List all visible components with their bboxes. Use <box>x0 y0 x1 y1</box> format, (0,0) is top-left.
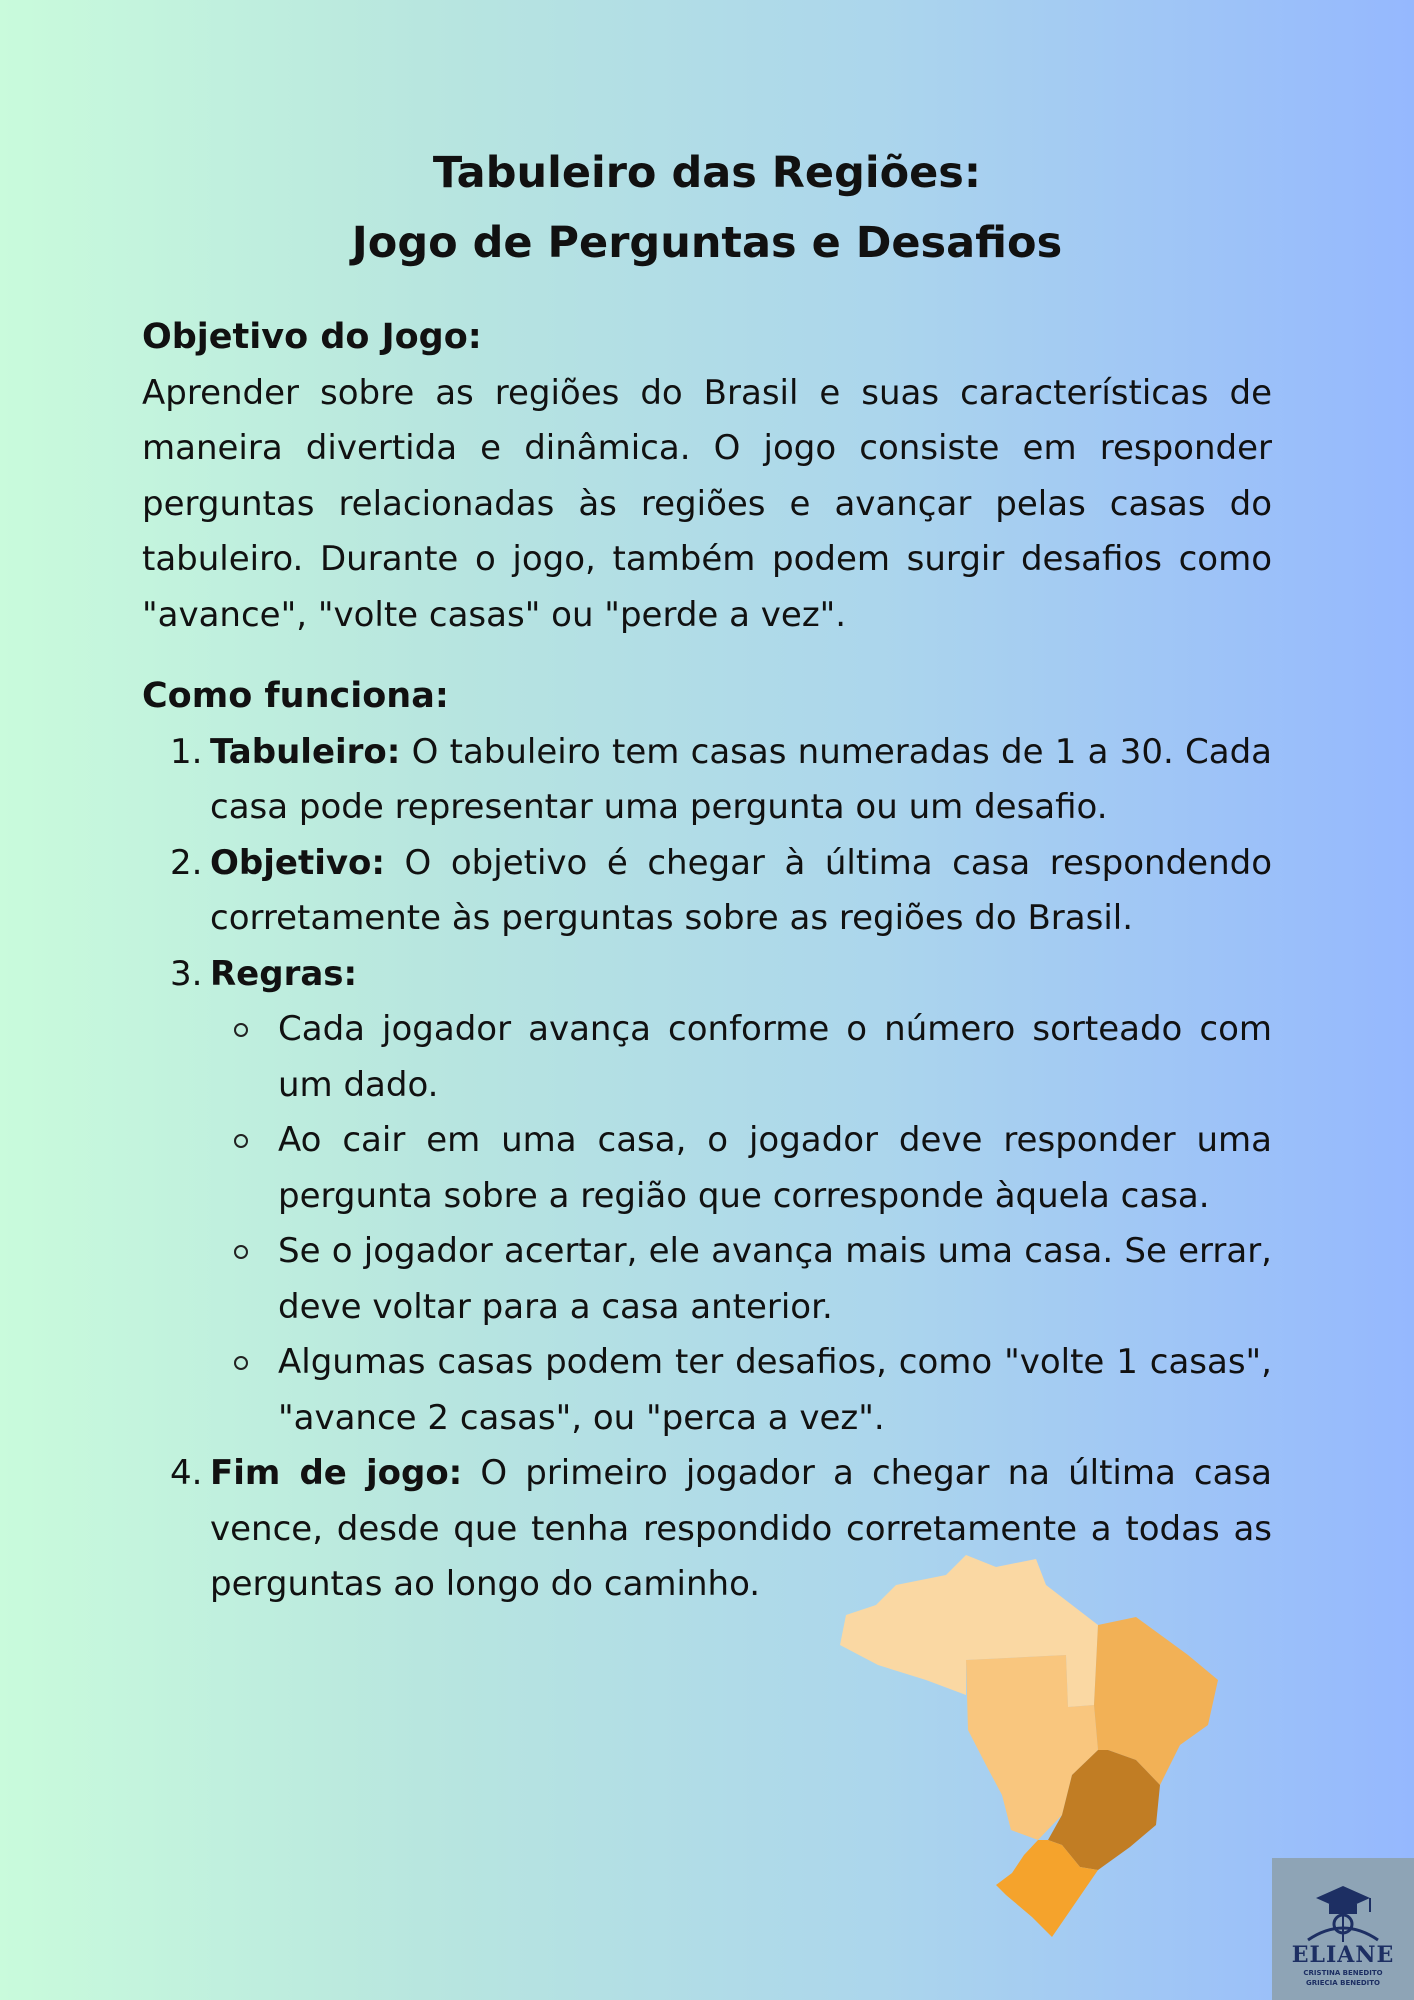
bullet-circle-icon <box>234 1356 248 1370</box>
step-number: 2. <box>170 842 203 883</box>
logo-subtitle-2: GRIECIA BENEDITO <box>1305 1979 1381 1987</box>
rule-item <box>210 1113 1272 1224</box>
title-line-1: Tabuleiro das Regiões: <box>432 148 982 198</box>
page-title <box>0 138 1414 278</box>
step-item <box>142 836 1272 947</box>
step-label: Objetivo: <box>210 842 385 883</box>
bullet-circle-icon <box>234 1245 248 1259</box>
rule-item <box>210 1224 1272 1335</box>
rule-item <box>210 1002 1272 1113</box>
step-label: Regras: <box>210 953 358 994</box>
step-label: Tabuleiro: <box>210 731 401 772</box>
content <box>142 310 1272 1613</box>
step-number: 3. <box>170 953 203 994</box>
step-item <box>142 947 1272 1447</box>
brazil-map-illustration <box>836 1555 1226 1945</box>
step-text: O objetivo é chegar à última casa respondendo corretamente às perguntas sobre as regiões do Brasil. <box>210 842 1272 938</box>
step-text: O primeiro jogador a chegar na última casa vence, desde que tenha respondido corretamente a todas as perguntas ao longo do caminho. <box>210 1453 1272 1604</box>
steps-list <box>142 725 1272 1613</box>
title-line-2: Jogo de Perguntas e Desafios <box>351 218 1063 268</box>
rule-text: Se o jogador acertar, ele avança mais uma casa. Se errar, deve voltar para a casa anterior. <box>278 1231 1272 1327</box>
rule-text: Algumas casas podem ter desafios, como "volte 1 casas", "avance 2 casas", ou "perca a vez". <box>278 1342 1272 1438</box>
rule-text: Ao cair em uma casa, o jogador deve responder uma pergunta sobre a região que corresponde àquela casa. <box>278 1120 1272 1216</box>
step-label: Fim de jogo: <box>210 1453 463 1493</box>
graduation-cap-icon <box>1272 1858 1414 1944</box>
logo-subtitle <box>1272 1968 1414 1988</box>
logo-subtitle-1: CRISTINA BENEDITO <box>1303 1969 1383 1977</box>
bullet-circle-icon <box>234 1023 248 1037</box>
rule-item <box>210 1335 1272 1446</box>
step-item <box>142 725 1272 836</box>
logo <box>1272 1858 1414 2000</box>
logo-name: ELIANE <box>1291 1942 1395 1968</box>
rule-text: Cada jogador avança conforme o número sorteado com um dado. <box>278 1009 1272 1105</box>
step-number: 4. <box>170 1453 203 1493</box>
objective-text: Aprender sobre as regiões do Brasil e suas características de maneira divertida e dinâmica. O jogo consiste em responder perguntas relacionadas às regiões e avançar pelas casas do tabuleiro. Durante o jogo, também podem surgir desafios como "avance", "volte casas" ou "perde a vez". <box>142 372 1272 635</box>
how-heading: Como funciona: <box>142 676 449 716</box>
step-number: 1. <box>170 731 203 772</box>
rules-list <box>210 1002 1272 1446</box>
step-text: O tabuleiro tem casas numeradas de 1 a 30. Cada casa pode representar uma pergunta ou um desafio. <box>210 731 1272 827</box>
bullet-circle-icon <box>234 1134 248 1148</box>
objective-heading: Objetivo do Jogo: <box>142 317 482 357</box>
